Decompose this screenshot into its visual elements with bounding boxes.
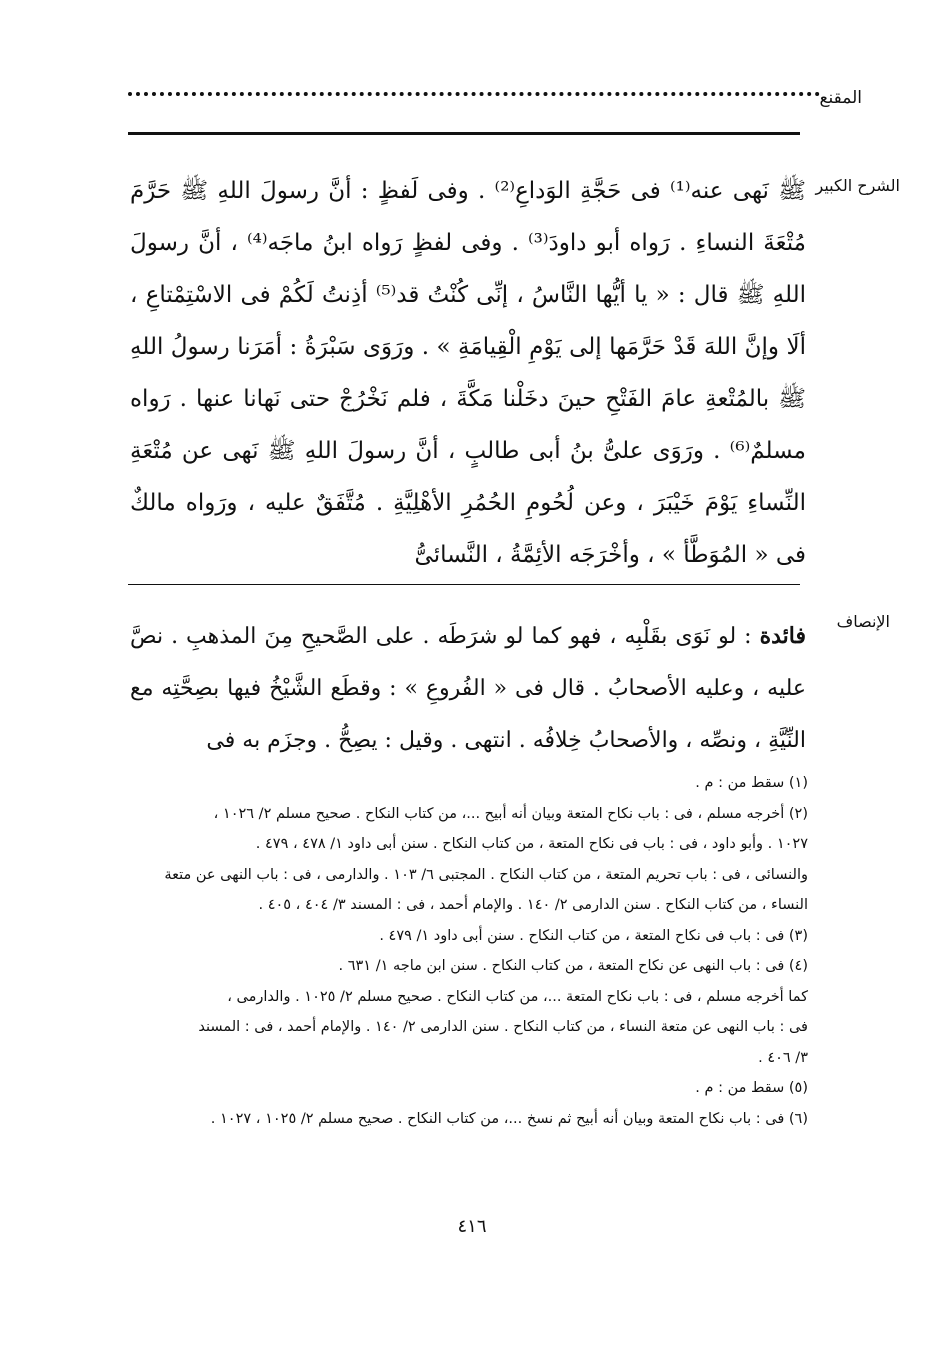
section-separator	[128, 584, 800, 585]
footnote-line: (٢) أخرجه مسلم ، فى : باب نكاح المتعة وبيان أنه أبيح ...، من كتاب النكاح . صحيح مسلم ٢/ ١٠٢٦ ،	[213, 805, 808, 822]
footnote-line: (٦) فى : باب نكاح المتعة وبيان أنه أبيح ثم نسخ ...، من كتاب النكاح . صحيح مسلم ٢/ ١٠٢٥ ، ١٠٢٧ .	[210, 1110, 808, 1127]
header-rule	[128, 132, 800, 135]
header-dotted-line	[128, 92, 820, 96]
insaf-text-block	[130, 610, 806, 767]
footnote-line: فى : باب النهى عن متعة النساء ، من كتاب النكاح . سنن الدارمى ٢/ ١٤٠ . والإمام أحمد ، فى : المسند	[198, 1019, 808, 1035]
footnote-line: (١) سقط من : م .	[695, 775, 808, 791]
footnote-line: (٥) سقط من : م .	[695, 1080, 808, 1096]
footnote-line: (٤) فى : باب النهى عن نكاح المتعة ، من كتاب النكاح . سنن ابن ماجه ١/ ٦٣١ .	[338, 958, 808, 974]
footnote-line: ٣/ ٤٠٦ .	[758, 1049, 808, 1066]
book-title: المقنع	[819, 88, 862, 108]
insaf-body: : لو نَوَى بقَلْبِه ، فهو كما لو شرَطَه . على الصَّحيحِ مِنَ المذهبِ . نصَّ عليه ، وعليه الأصحابُ . قال فى « الفُروعِ » : وقطَع الشَّيْخُ فيها بصِحَّتِه مع النِّيَّةِ ، ونصِّه ، والأصحابُ خِلافُه . انتهى . وقيل : يصِحُّ . وجزَم به فى	[130, 624, 806, 753]
footnote-line: كما أخرجه مسلم ، فى : باب نكاح المتعة ...، من كتاب النكاح . صحيح مسلم ٢/ ١٠٢٥ . والدارمى ،	[227, 988, 808, 1005]
footnote-line: النساء ، من كتاب النكاح . سنن الدارمى ٢/ ١٤٠ . والإمام أحمد ، فى : المسند ٣/ ٤٠٤ ، ٤٠٥ .	[258, 897, 808, 913]
insaf-label: الإنصاف	[836, 612, 890, 631]
footnote-line: والنسائى ، فى : باب تحريم المتعة ، من كتاب النكاح . المجتبى ٦/ ١٠٣ . والدارمى ، فى : باب النهى عن متعة	[164, 866, 808, 883]
footnote-line: (٣) فى : باب فى نكاح المتعة ، من كتاب النكاح . سنن أبى داود ١/ ٤٧٩ .	[379, 927, 808, 944]
footnotes	[128, 768, 808, 1134]
footnote-line: ١٠٢٧ . وأبو داود ، فى : باب فى نكاح المتعة ، من كتاب النكاح . سنن أبى داود ١/ ٤٧٨ ، ٤٧٩ .	[255, 836, 808, 852]
main-text-block: ﷺ نَهى عنه⁽¹⁾ فى حَجَّةِ الوَداعِ⁽²⁾ . وفى لَفظٍ : أنَّ رسولَ اللهِ ﷺ حَرَّمَ مُتْعَةَ النساءِ . رَواه أبو داودَ⁽³⁾ . وفى لفظٍ رَواه ابنُ ماجَه⁽⁴⁾ ، أنَّ رسولَ اللهِ ﷺ قال : « يا أيُّها النَّاسُ ، إنِّى كُنْتُ قد⁽⁵⁾ أذِنتُ لَكُمْ فى الاسْتِمْتاعِ ، ألَا وإنَّ اللهَ قَدْ حَرَّمَها إلى يَوْمِ الْقِيامَةِ » . ورَوَى سَبْرَةُ : أمَرَنا رسولُ اللهِ ﷺ بالمُتْعةِ عامَ الفَتْحِ حينَ دخَلْنا مَكَّةَ ، فلم نَخْرُجْ حتى نَهانا عنها . رَواه مسلمٌ⁽⁶⁾ . ورَوَى علىُّ بنُ أبى طالبٍ ، أنَّ رسولَ اللهِ ﷺ نَهى عن مُتْعَةِ النِّساءِ يَوْمَ خَيْبَرَ ، وعن لُحُومِ الحُمُرِ الأهْلِيَّةِ . مُتَّفَقٌ عليه ، ورَواه مالكٌ فى « المُوَطَّأ » ، وأخْرَجَه الأئِمَّةُ ، النَّسائىُّ	[130, 178, 806, 568]
page-number: ٤١٦	[457, 1216, 487, 1237]
sharh-kabir-label: الشرح الكبير	[815, 176, 900, 195]
faida-lead: فائدة	[759, 623, 806, 649]
